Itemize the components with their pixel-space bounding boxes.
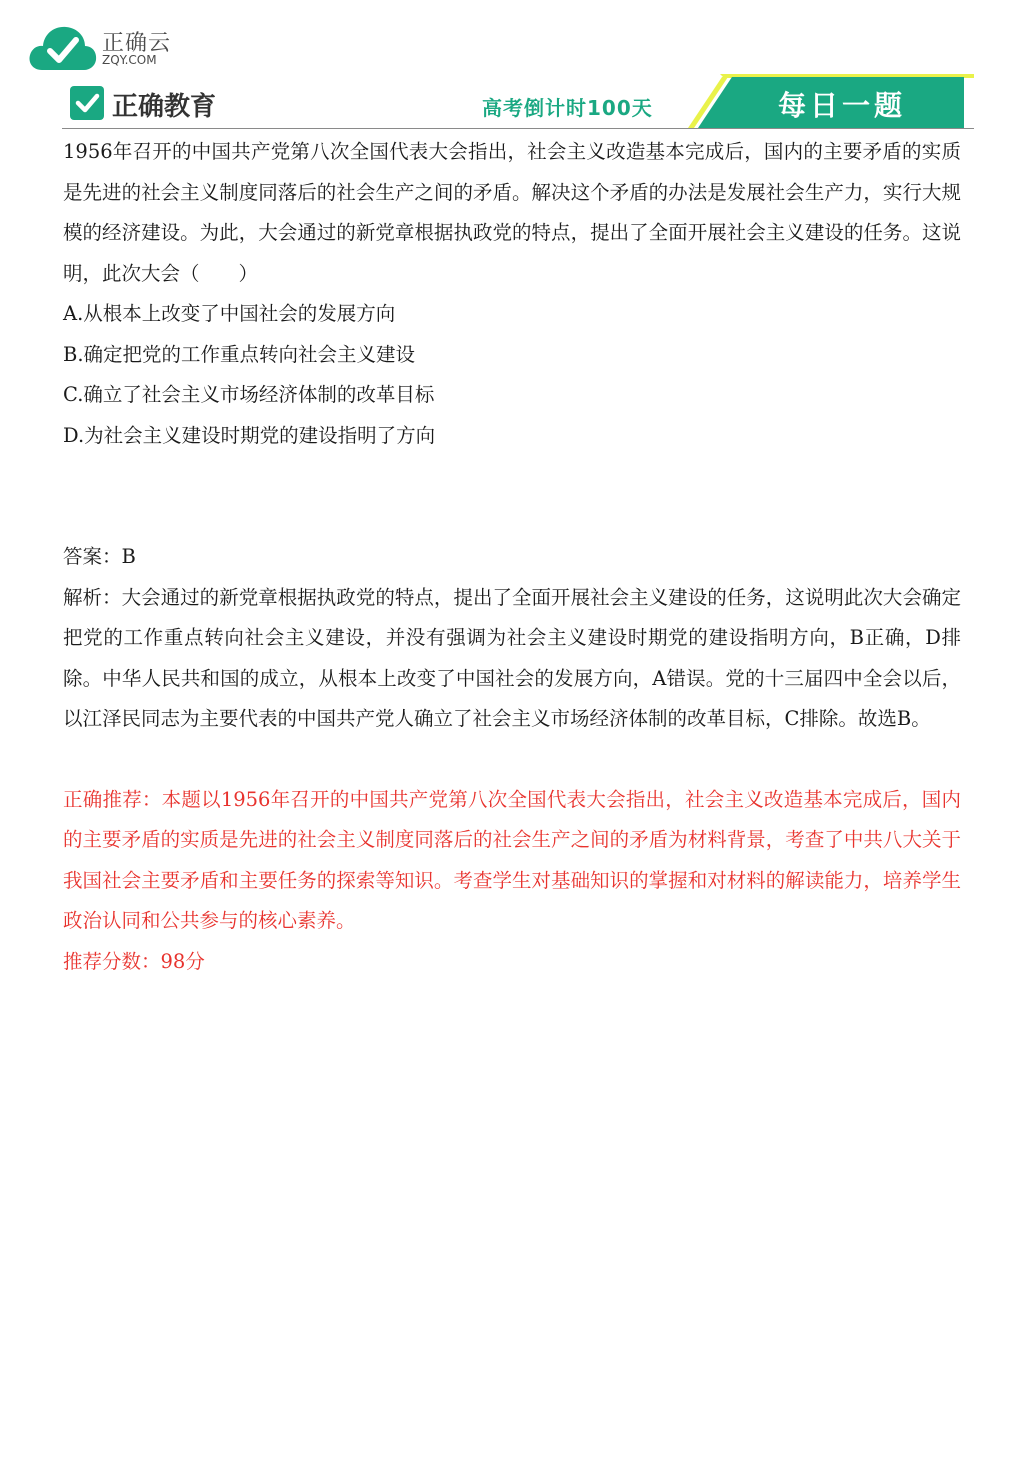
option-a: A.从根本上改变了中国社会的发展方向 [63,302,396,325]
answer: 答案：B [63,545,136,568]
logo-domain: ZQY.COM [102,53,157,67]
analysis: 解析：大会通过的新党章根据执政党的特点，提出了全面开展社会主义建设的任务，这说明此次大会确定把党的工作重点转向社会主义建设，并没有强调为社会主义建设时期党的建设指明方向，B正确，D排除。中华人民共和国的成立，从根本上改变了中国社会的发展方向，A错误。党的十三届四中全会以后，以江泽民同志为主要代表的中国共产党人确立了社会主义市场经济体制的改革目标，C排除。故选B。 [63,585,961,730]
document-body [63,132,961,982]
logo-name: 正确云 [102,31,172,56]
countdown-text: 高考倒计时100天 [482,96,653,120]
check-icon [70,86,104,120]
header-divider [62,128,974,129]
site-logo [28,22,188,77]
brand-name: 正确教育 [112,92,217,122]
option-d: D.为社会主义建设时期党的建设指明了方向 [63,423,436,447]
recommendation: 正确推荐：本题以1956年召开的中国共产党第八次全国代表大会指出，社会主义改造基本完成后，国内的主要矛盾的实质是先进的社会主义制度同落后的社会生产之间的矛盾为材料背景，考查了中共八大关于我国社会主要矛盾和主要任务的探索等知识。考查学生对基础知识的掌握和对材料的解读能力，培养学生政治认同和公共参与的核心素养。 [63,787,961,932]
option-c: C.确立了社会主义市场经济体制的改革目标 [63,383,435,406]
daily-question-tag: 每日一题 [778,89,907,122]
cloud-check-icon [28,22,98,74]
header-banner [62,72,974,132]
recommendation-score: 推荐分数：98分 [63,949,205,973]
question-stem: 1956年召开的中国共产党第八次全国代表大会指出，社会主义改造基本完成后，国内的主要矛盾的实质是先进的社会主义制度同落后的社会生产之间的矛盾。解决这个矛盾的办法是发展社会生产力，实行大规模的经济建设。为此，大会通过的新党章根据执政党的特点，提出了全面开展社会主义建设的任务。这说明，此次大会（ ） [63,140,961,285]
option-b: B.确定把党的工作重点转向社会主义建设 [63,342,416,366]
